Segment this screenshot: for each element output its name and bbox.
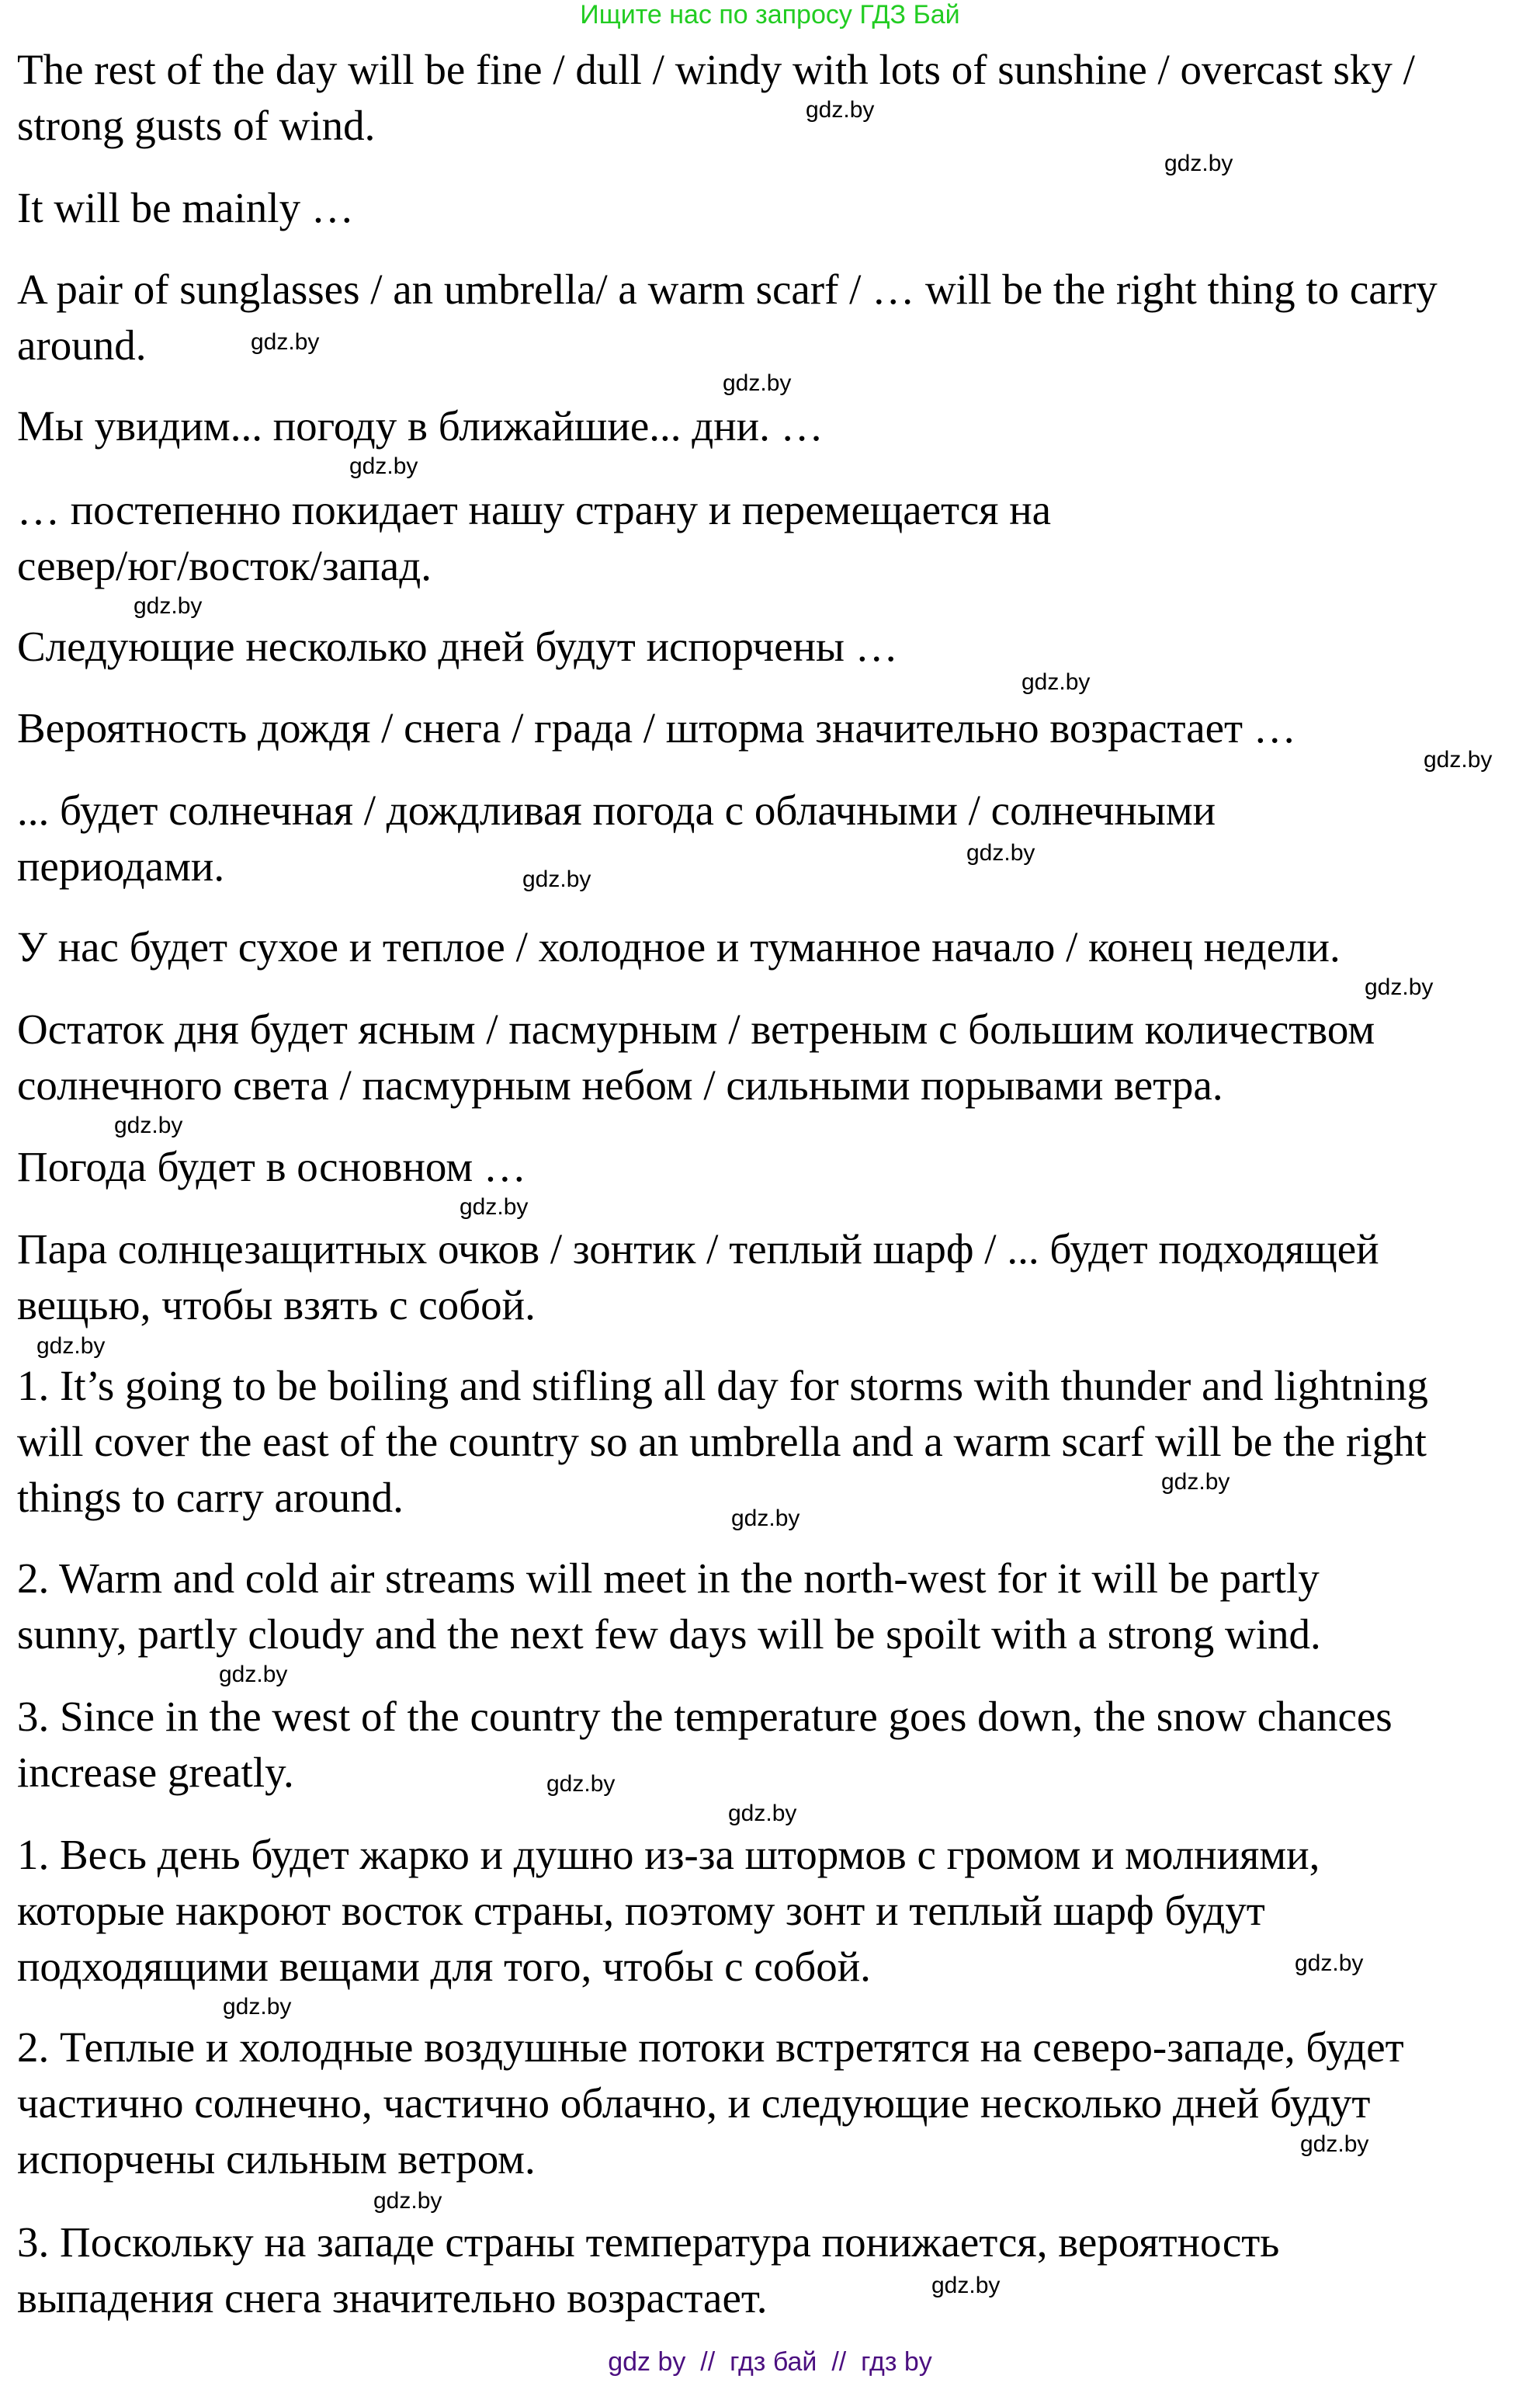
paragraph — [17, 1139, 526, 1195]
paragraph-line: 3. Since in the west of the country the temperature goes down, the snow chances — [17, 1693, 1393, 1740]
paragraph — [17, 2020, 1404, 2187]
paragraph-line: … постепенно покидает нашу страну и перемещается на — [17, 486, 1052, 533]
paragraph-line: 2. Теплые и холодные воздушные потоки встретятся на северо-западе, будет — [17, 2023, 1404, 2071]
paragraph — [17, 180, 354, 236]
paragraph-line: 2. Warm and cold air streams will meet in the north-west for it will be partly — [17, 1554, 1320, 1602]
paragraph-line: север/юг/восток/запад. — [17, 542, 432, 589]
paragraph-line: ... будет солнечная / дождливая погода с облачными / солнечными — [17, 787, 1216, 834]
watermark: gdz.by — [931, 2273, 1001, 2298]
watermark: gdz.by — [460, 1194, 529, 1220]
watermark: gdz.by — [1365, 974, 1434, 1000]
paragraph — [17, 1689, 1393, 1801]
watermark: gdz.by — [219, 1662, 288, 1687]
paragraph-line: частично солнечно, частично облачно, и следующие несколько дней будут — [17, 2079, 1371, 2127]
watermark: gdz.by — [522, 867, 591, 892]
paragraph-line: Пара солнцезащитных очков / зонтик / теплый шарф / ... будет подходящей — [17, 1225, 1379, 1273]
paragraph-line: 1. Весь день будет жарко и душно из-за штормов с громом и молниями, — [17, 1831, 1320, 1878]
watermark: gdz.by — [728, 1801, 797, 1826]
watermark: gdz.by — [1424, 747, 1493, 773]
paragraph — [17, 42, 1415, 154]
watermark: gdz.by — [349, 453, 418, 479]
paragraph — [17, 1221, 1379, 1333]
search-hint-banner: Ищите нас по запросу ГДЗ Бай — [580, 0, 960, 30]
paragraph — [17, 1551, 1321, 1662]
paragraph — [17, 1827, 1320, 1995]
paragraph-line: У нас будет сухое и теплое / холодное и туманное начало / конец недели. — [17, 923, 1341, 971]
watermark: gdz.by — [373, 2188, 442, 2214]
paragraph — [17, 2214, 1279, 2326]
paragraph-line: Вероятность дождя / снега / града / шторма значительно возрастает … — [17, 704, 1296, 752]
watermark: gdz.by — [731, 1506, 800, 1531]
watermark: gdz.by — [114, 1113, 183, 1138]
paragraph-line: It will be mainly … — [17, 184, 354, 231]
watermark: gdz.by — [223, 1994, 292, 2020]
paragraph-line: strong gusts of wind. — [17, 102, 376, 149]
paragraph-line: Мы увидим... погоду в ближайшие... дни. … — [17, 402, 824, 450]
watermark: gdz.by — [1021, 669, 1091, 695]
paragraph — [17, 1002, 1375, 1113]
paragraph-line: The rest of the day will be fine / dull / windy with lots of sunshine / overcast sky / — [17, 46, 1415, 93]
paragraph-line: things to carry around. — [17, 1474, 404, 1521]
paragraph-line: Остаток дня будет ясным / пасмурным / ветреным с большим количеством — [17, 1005, 1375, 1053]
paragraph — [17, 1358, 1428, 1526]
watermark: gdz.by — [134, 593, 203, 619]
paragraph-line: around. — [17, 321, 147, 369]
paragraph — [17, 700, 1296, 756]
watermark: gdz.by — [806, 97, 875, 123]
watermark: gdz.by — [251, 329, 320, 355]
paragraph-line: 3. Поскольку на западе страны температура понижается, вероятность — [17, 2218, 1280, 2266]
watermark: gdz.by — [966, 840, 1035, 866]
paragraph — [17, 482, 1051, 594]
paragraph — [17, 919, 1341, 975]
paragraph-line: солнечного света / пасмурным небом / сильными порывами ветра. — [17, 1061, 1223, 1109]
paragraph-line: периодами. — [17, 842, 225, 890]
paragraph-line: выпадения снега значительно возрастает. — [17, 2274, 768, 2322]
paragraph-line: will cover the east of the country so an umbrella and a warm scarf will be the right — [17, 1418, 1427, 1465]
paragraph-line: sunny, partly cloudy and the next few days will be spoilt with a strong wind. — [17, 1610, 1321, 1658]
watermark: gdz.by — [36, 1333, 106, 1359]
paragraph-line: вещью, чтобы взять с собой. — [17, 1281, 536, 1328]
paragraph-line: increase greatly. — [17, 1749, 294, 1796]
watermark: gdz.by — [1300, 2131, 1369, 2157]
paragraph-line: Следующие несколько дней будут испорчены … — [17, 623, 898, 670]
watermark: gdz.by — [546, 1771, 616, 1797]
watermark: gdz.by — [1161, 1469, 1230, 1495]
footer-watermark: gdz by // гдз бай // гдз by — [608, 2347, 932, 2377]
paragraph-line: подходящими вещами для того, чтобы с собой. — [17, 1943, 871, 1990]
paragraph — [17, 262, 1438, 373]
paragraph-line: A pair of sunglasses / an umbrella/ a warm scarf / … will be the right thing to carry — [17, 266, 1438, 313]
paragraph — [17, 398, 824, 454]
paragraph-line: Погода будет в основном … — [17, 1143, 526, 1190]
watermark: gdz.by — [1164, 151, 1233, 176]
paragraph-line: 1. It’s going to be boiling and stifling all day for storms with thunder and lightning — [17, 1362, 1428, 1409]
watermark: gdz.by — [1295, 1950, 1364, 1976]
paragraph — [17, 783, 1216, 894]
watermark: gdz.by — [723, 370, 792, 396]
paragraph — [17, 619, 898, 675]
paragraph-line: испорчены сильным ветром. — [17, 2135, 536, 2183]
paragraph-line: которые накроют восток страны, поэтому зонт и теплый шарф будут — [17, 1887, 1265, 1934]
